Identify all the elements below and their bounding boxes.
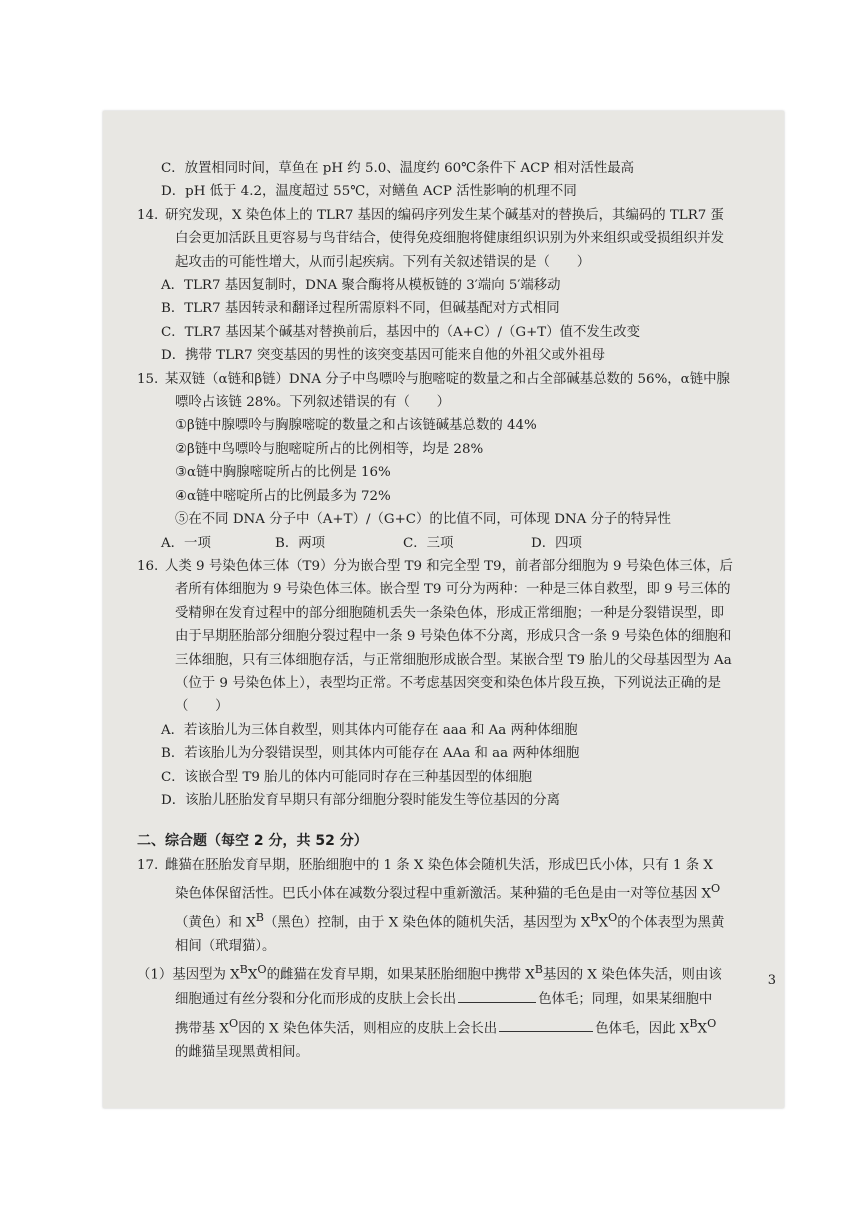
exam-page <box>103 111 784 1108</box>
q15-number: 15. <box>137 371 159 387</box>
q14-option-c: C．TLR7 基因某个碱基对替换前后，基因中的（A+C）/（G+T）值不发生改变 <box>161 324 640 340</box>
q17-sub1-text: 携带基 X <box>175 1021 229 1037</box>
q16-stem-line <box>137 555 764 578</box>
q17-sub1-text: 细胞通过有丝分裂和分化而形成的皮肤上会长出 <box>175 992 457 1008</box>
q17-stem-text: 的个体表型为黑黄 <box>617 915 725 931</box>
q16-stem-text: 人类 9 号染色体三体（T9）分为嵌合型 T9 和完全型 T9，前者部分细胞为 9 号染色体三体，后 <box>165 558 733 574</box>
superscript: B <box>239 963 248 977</box>
q17-sub1-line: （1）基因型为 $X^BX^O$的雌猫在发育早期，如果某胚胎细胞中携带 $X^B$基因的 X 染色体失活，则由该 <box>137 963 722 983</box>
q14-number: 14. <box>137 207 159 223</box>
q14-stem-line: 起攻击的可能性增大，从而引起疾病。下列有关叙述错误的是（ ） <box>175 254 591 270</box>
q13-option-c: C．放置相同时间，草鱼在 pH 约 5.0、温度约 60℃条件下 ACP 相对活性最高 <box>161 161 635 176</box>
q16-option-d: D．该胎儿胚胎发育早期只有部分细胞分裂时能发生等位基因的分离 <box>161 792 561 808</box>
superscript: O <box>228 1016 239 1030</box>
q17-stem-line: 相间（玳瑁猫）。 <box>175 938 276 954</box>
q15-choice-a: A．一项 <box>161 535 211 551</box>
q17-sub1-text: 色体毛；同理，如果某细胞中 <box>538 992 713 1008</box>
q17-sub1-line: 携带基 $X^O$因的 X 染色体失活，则相应的皮肤上会长出 色体毛，因此 $X^BX^O$ <box>175 1016 717 1037</box>
q15-statement-4: ④α链中嘧啶所占的比例最多为 72% <box>175 488 391 504</box>
q14-stem-line: 白会更加活跃且更容易与鸟苷结合，使得免疫细胞将健康组织识别为外来组织或受损组织并发 <box>175 231 725 247</box>
q17-stem-text: 雌猫在胚胎发育早期，胚胎细胞中的 1 条 X 染色体会随机失活，形成巴氏小体，只有 1 条 X <box>165 857 713 873</box>
q15-choice-c: C．三项 <box>403 535 454 551</box>
q17-stem-text: （黑色）控制，由于 X 染色体的随机失活，基因型为 X <box>263 915 591 931</box>
q17-stem-text: （黄色）和 X <box>175 915 256 931</box>
q15-choice-d: D．四项 <box>531 535 582 551</box>
q15-statement-3: ③α链中胸腺嘧啶所占的比例是 16% <box>175 465 391 481</box>
q14-option-a: A．TLR7 基因复制时，DNA 聚合酶将从模板链的 3′端向 5′端移动 <box>161 278 561 294</box>
q14-stem-text: 研究发现，X 染色体上的 TLR7 基因的编码序列发生某个碱基对的替换后，其编码的 TLR7 蛋 <box>165 207 724 223</box>
q17-stem-text: 染色体保留活性。巴氏小体在减数分裂过程中重新激活。某种猫的毛色是由一对等位基因 X <box>175 886 712 902</box>
q16-option-b: B．若该胎儿为分裂错误型，则其体内可能存在 AAa 和 aa 两种体细胞 <box>161 746 580 762</box>
q16-stem-line: （ ） <box>175 699 229 715</box>
q13-option-d: D．pH 低于 4.2，温度超过 55℃，对鳝鱼 ACP 活性影响的机理不同 <box>161 184 577 200</box>
q16-stem-line: 三体细胞，只有三体细胞存活，与正常细胞形成嵌合型。某嵌合型 T9 胎儿的父母基因型为 Aa <box>175 652 732 668</box>
q17-sub1-text: 的雌猫在发育早期，如果某胚胎细胞中携带 X <box>266 967 535 983</box>
q15-stem-line: 嘌呤占该链 28%。下列叙述错误的有（ ） <box>175 395 451 411</box>
q17-sub1-number: （1） <box>137 967 173 983</box>
q17-sub1-text: 色体毛，因此 X <box>595 1021 690 1037</box>
q15-statement-1: ①β链中腺嘌呤与胸腺嘧啶的数量之和占该链碱基总数的 44% <box>175 418 537 434</box>
q15-choices <box>137 532 764 555</box>
q17-sub1-text: 因的 X 染色体失活，则相应的皮肤上会长出 <box>238 1021 498 1037</box>
q17-number: 17. <box>137 857 159 873</box>
q14-option-b: B．TLR7 基因转录和翻译过程所需原料不同，但碱基配对方式相同 <box>161 301 560 317</box>
page-number: 3 <box>767 973 776 988</box>
q16-stem-line: 受精卵在发育过程中的部分细胞随机丢失一条染色体，形成正常细胞；一种是分裂错误型，即 <box>175 605 725 621</box>
answer-blank-2[interactable] <box>499 1016 593 1032</box>
q16-option-c: C．该嵌合型 T9 胎儿的体内可能同时存在三种基因型的体细胞 <box>161 769 532 785</box>
page-content <box>137 157 764 1064</box>
q16-stem-line: （位于 9 号染色体上），表型均正常。不考虑基因突变和染色体片段互换，下列说法正确的是 <box>175 675 721 691</box>
q15-choice-b: B．两项 <box>275 535 326 551</box>
q17-stem-line <box>137 877 764 906</box>
q16-stem-line: 者所有体细胞为 9 号染色体三体。嵌合型 T9 可分为两种：一种是三体自救型，即 9 号三体的 <box>175 582 731 598</box>
q15-statement-5: ⑤在不同 DNA 分子中（A+T）/（G+C）的比值不同，可体现 DNA 分子的特异性 <box>175 512 671 528</box>
superscript: B <box>534 963 543 977</box>
q16-number: 16. <box>137 558 159 574</box>
q15-stem-text: 某双链（α链和β链）DNA 分子中鸟嘌呤与胞嘧啶的数量之和占全部碱基总数的 56%，α链中腺 <box>165 371 730 387</box>
q15-stem-line <box>137 368 764 391</box>
section-heading: 二、综合题（每空 2 分，共 52 分） <box>137 833 368 850</box>
q14-option-d: D．携带 TLR7 突变基因的男性的该突变基因可能来自他的外祖父或外祖母 <box>161 348 606 364</box>
superscript: B <box>590 911 599 925</box>
q17-sub1-text: 基因的 X 染色体失活，则由该 <box>543 967 722 983</box>
superscript: B <box>255 911 264 925</box>
q16-option-a: A．若该胎儿为三体自救型，则其体内可能存在 aaa 和 Aa 两种体细胞 <box>161 722 578 738</box>
q15-statement-2: ②β链中鸟嘌呤与胞嘧啶所占的比例相等，均是 28% <box>175 441 484 457</box>
superscript: O <box>707 1016 717 1030</box>
superscript: O <box>711 882 721 896</box>
q17-stem-line <box>137 854 764 877</box>
superscript: B <box>689 1016 698 1030</box>
q16-stem-line: 由于早期胚胎部分细胞分裂过程中一条 9 号染色体不分离，形成只含一条 9 号染色体的细胞和 <box>175 629 732 645</box>
q17-sub1-line <box>137 987 764 1011</box>
superscript: O <box>608 911 618 925</box>
superscript: O <box>257 963 267 977</box>
q14-stem-line <box>137 204 764 227</box>
q17-sub1-text: 基因型为 X <box>172 967 240 983</box>
q17-stem-line: （黄色）和 $X^B$（黑色）控制，由于 X 染色体的随机失活，基因型为 $X^BX^O$的个体表型为黑黄 <box>175 911 725 931</box>
q17-sub1-line: 的雌猫呈现黑黄相间。 <box>175 1044 309 1060</box>
answer-blank-1[interactable] <box>458 987 536 1003</box>
